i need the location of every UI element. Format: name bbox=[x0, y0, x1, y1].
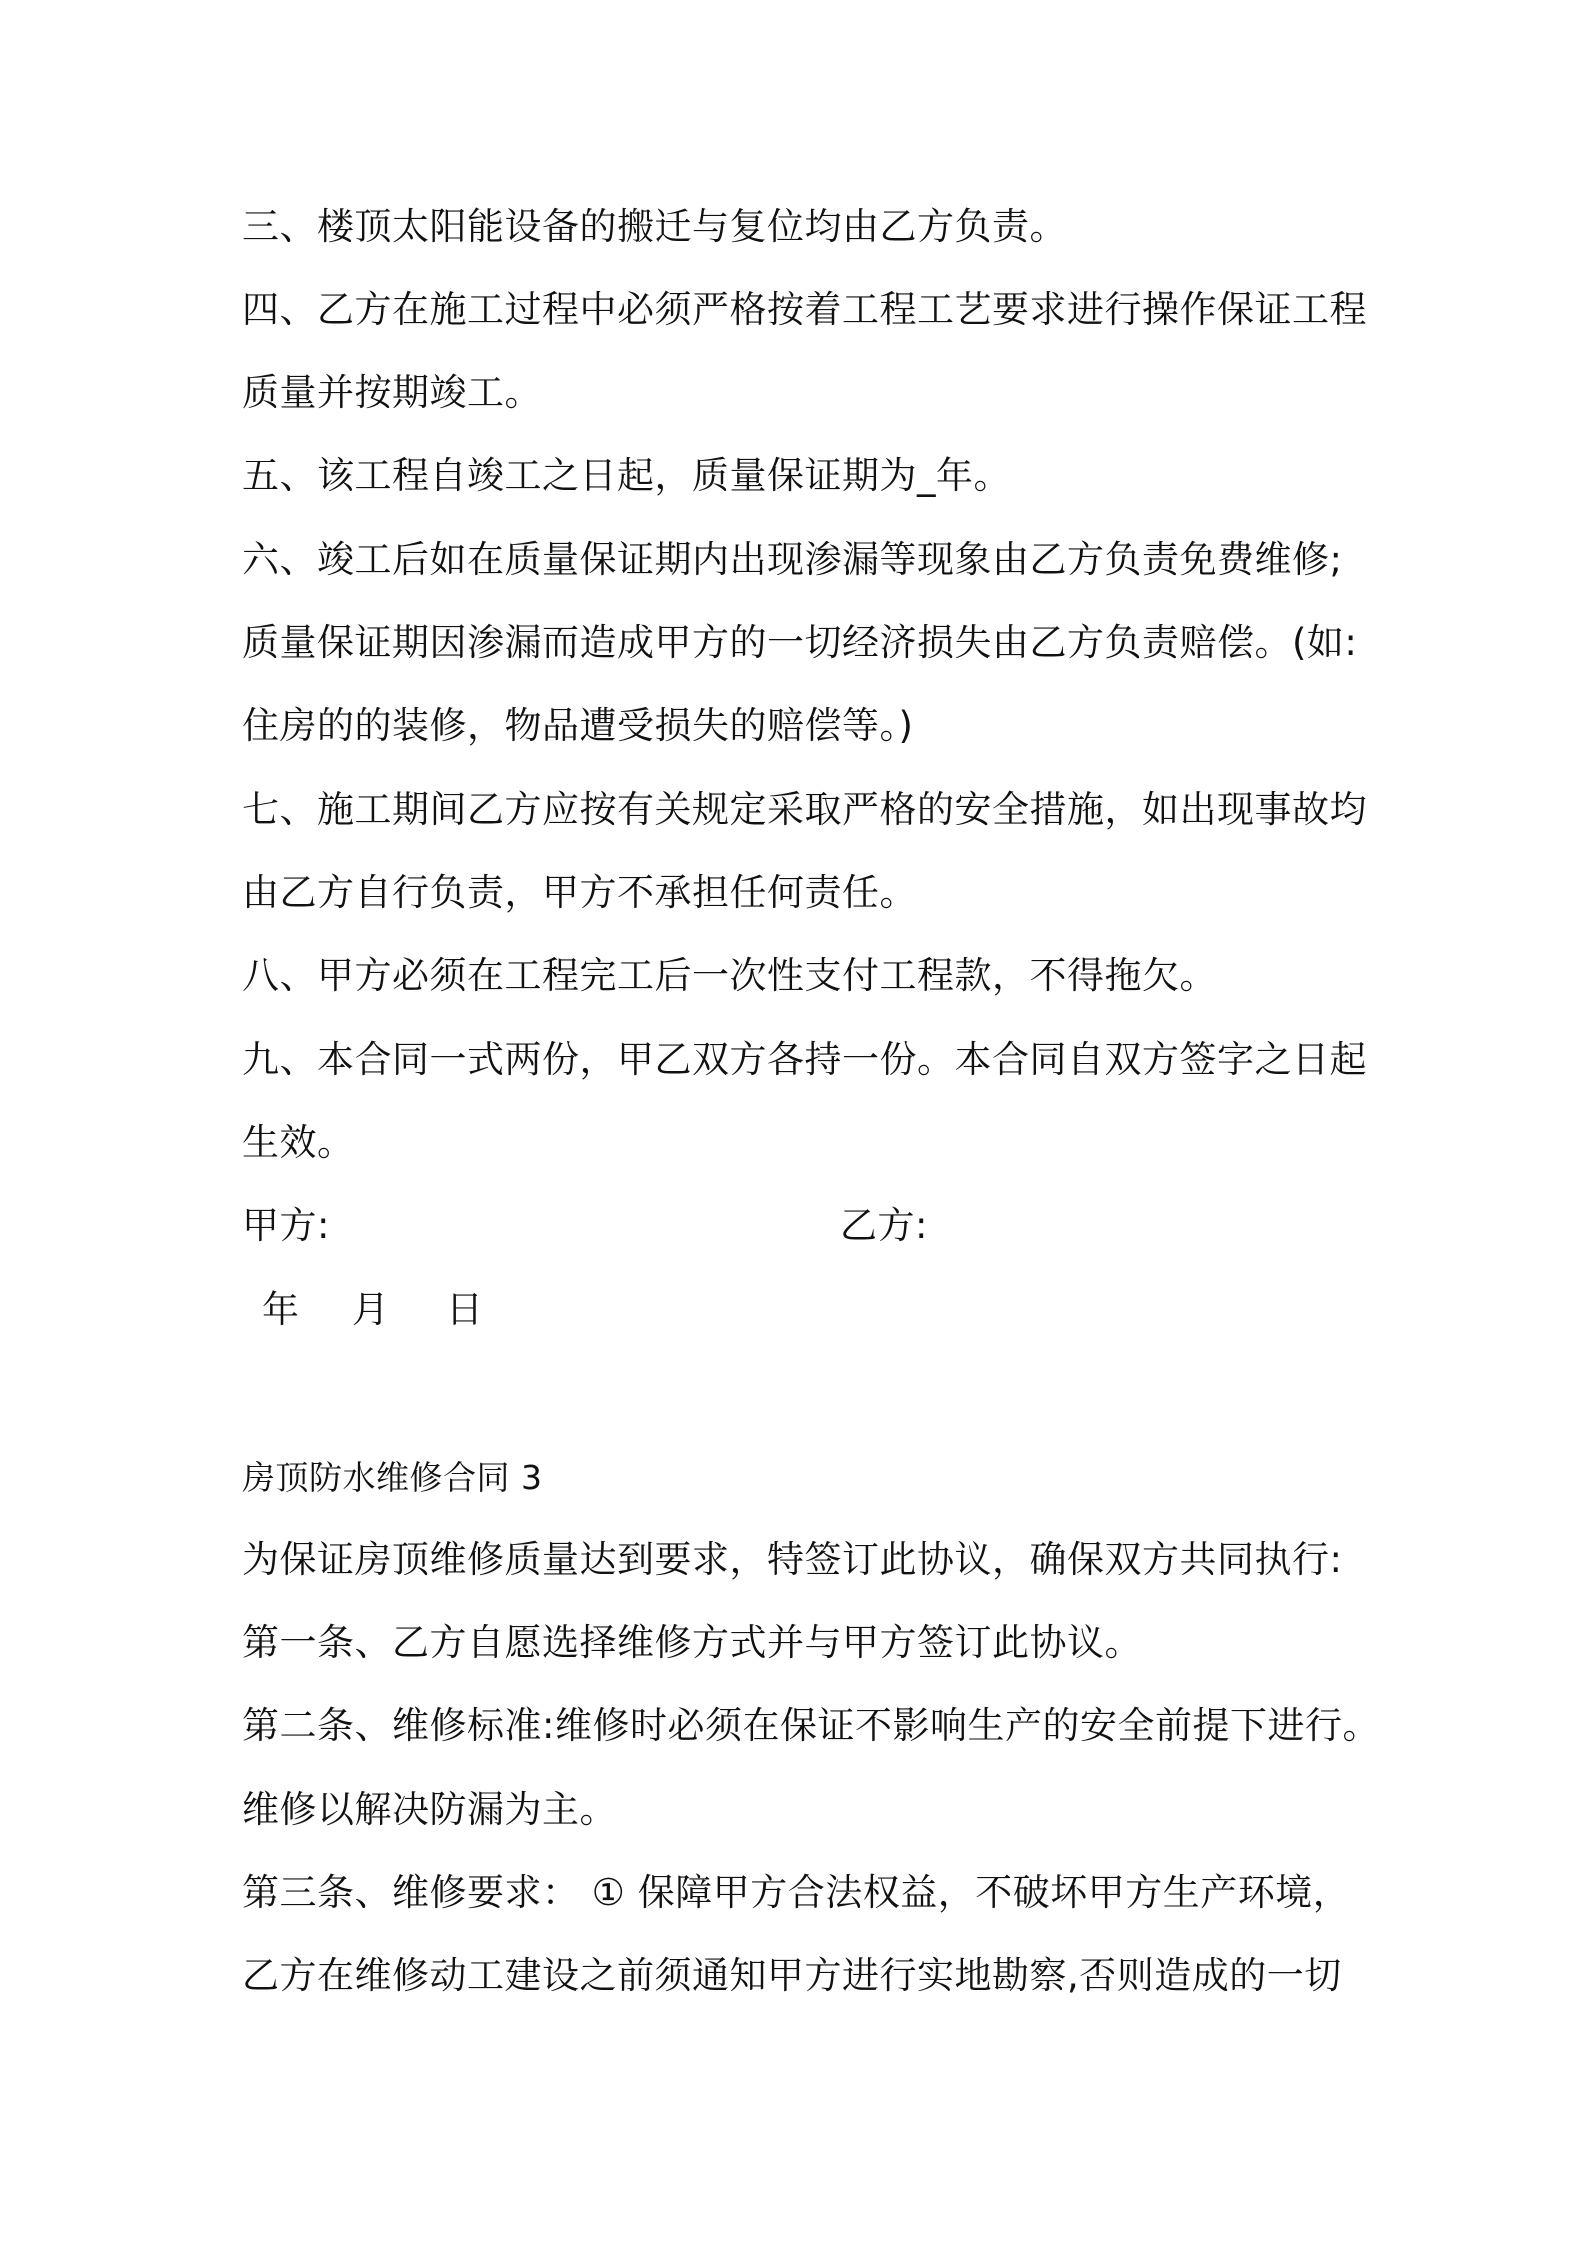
clause-7-line-1: 七、施工期间乙方应按有关规定采取严格的安全措施，如出现事故均 bbox=[242, 788, 1367, 831]
clause-7-line-2: 由乙方自行负责，甲方不承担任何责任。 bbox=[242, 871, 917, 914]
contract-3-title: 房顶防水维修合同 3 bbox=[242, 1458, 543, 1497]
clause-9-line-1: 九、本合同一式两份，甲乙双方各持一份。本合同自双方签字之日起 bbox=[242, 1038, 1367, 1081]
clause-6-line-1: 六、竣工后如在质量保证期内出现渗漏等现象由乙方负责免费维修; bbox=[242, 538, 1343, 581]
clause-9-line-2: 生效。 bbox=[242, 1121, 355, 1164]
clause-3: 三、楼顶太阳能设备的搬迁与复位均由乙方负责。 bbox=[242, 205, 1067, 248]
clause-4-line-1: 四、乙方在施工过程中必须严格按着工程工艺要求进行操作保证工程 bbox=[242, 288, 1367, 331]
clause-6-line-3: 住房的的装修，物品遭受损失的赔偿等。) bbox=[242, 704, 914, 747]
article-3-line-2: 乙方在维修动工建设之前须通知甲方进行实地勘察,否则造成的一切 bbox=[242, 1954, 1342, 1997]
clause-8: 八、甲方必须在工程完工后一次性支付工程款，不得拖欠。 bbox=[242, 954, 1217, 997]
article-2-line-2: 维修以解决防漏为主。 bbox=[242, 1788, 617, 1831]
party-b-signature-label: 乙方: bbox=[840, 1204, 928, 1247]
clause-5: 五、该工程自竣工之日起，质量保证期为_年。 bbox=[242, 454, 1011, 497]
party-a-signature-label: 甲方: bbox=[242, 1204, 330, 1247]
date-year-label: 年 bbox=[262, 1288, 299, 1331]
contract-3-intro: 为保证房顶维修质量达到要求，特签订此协议，确保双方共同执行: bbox=[242, 1538, 1343, 1581]
clause-4-line-2: 质量并按期竣工。 bbox=[242, 371, 542, 414]
date-day-label: 日 bbox=[446, 1288, 483, 1331]
date-month-label: 月 bbox=[352, 1288, 389, 1331]
article-3-line-1: 第三条、维修要求： ① 保障甲方合法权益，不破坏甲方生产环境， bbox=[242, 1871, 1351, 1914]
article-2-line-1: 第二条、维修标准:维修时必须在保证不影响生产的安全前提下进行。 bbox=[242, 1704, 1380, 1747]
article-1: 第一条、乙方自愿选择维修方式并与甲方签订此协议。 bbox=[242, 1621, 1142, 1664]
clause-6-line-2: 质量保证期因渗漏而造成甲方的一切经济损失由乙方负责赔偿。(如: bbox=[242, 621, 1358, 664]
